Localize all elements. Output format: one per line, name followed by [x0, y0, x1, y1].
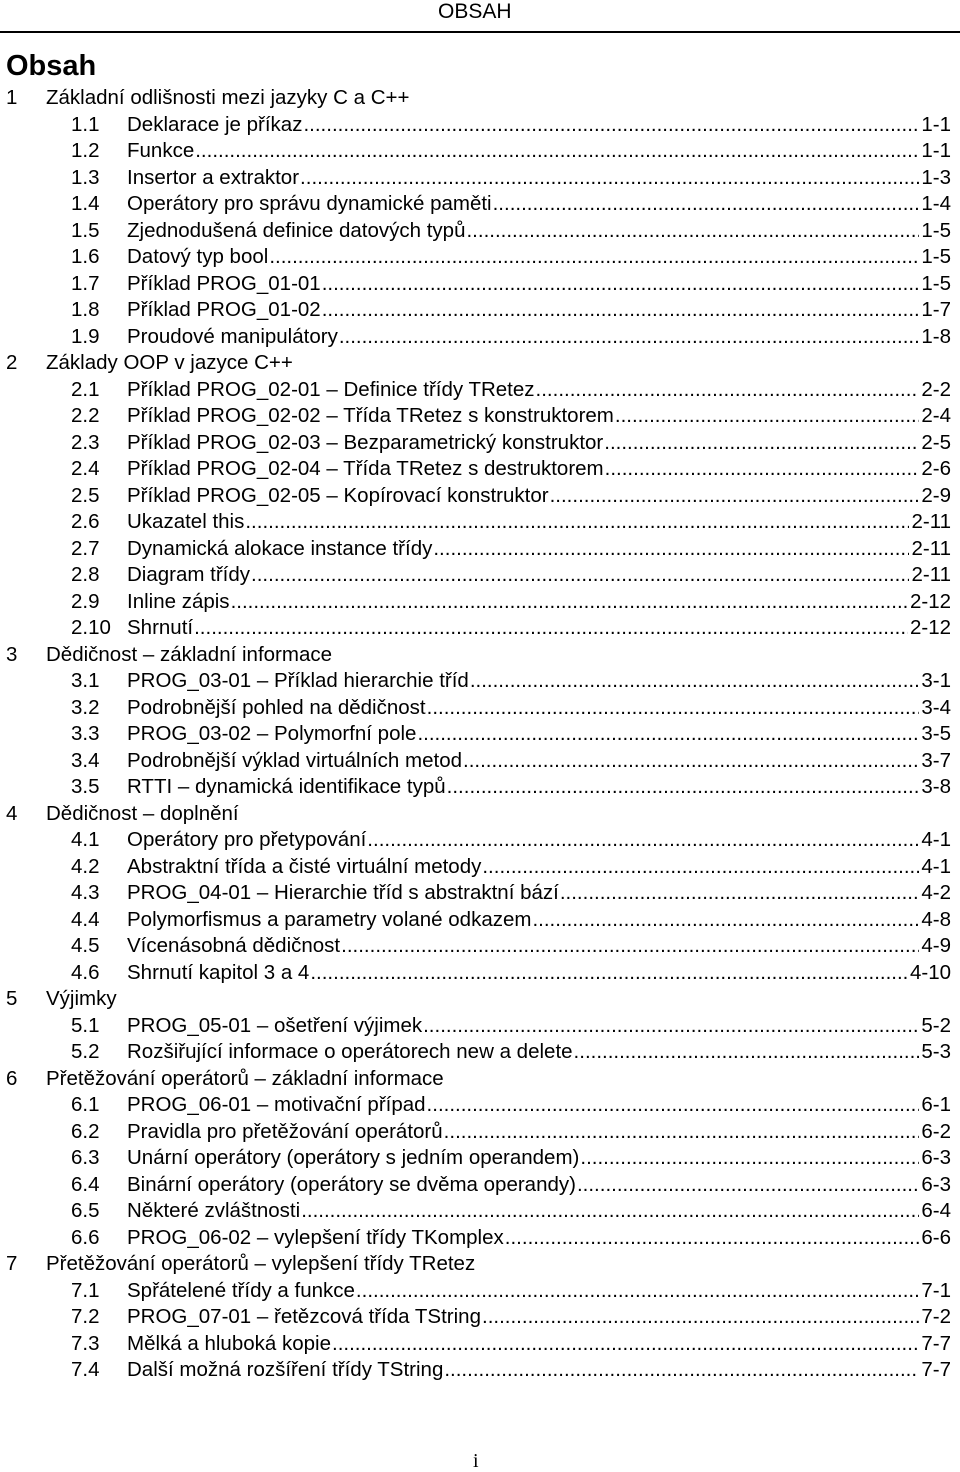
dot-leader [466, 218, 919, 245]
section-page-number: 7-7 [921, 1358, 951, 1381]
section-line [127, 1145, 951, 1172]
section-page-number: 4-10 [909, 960, 951, 984]
toc-section-entry[interactable] [0, 483, 960, 510]
section-line [127, 1119, 951, 1146]
dot-leader [532, 907, 919, 934]
section-page-number: 1-3 [921, 165, 951, 189]
section-line [127, 1092, 951, 1119]
section-line [127, 430, 951, 457]
section-page-number: 6-4 [921, 1199, 951, 1222]
running-head: OBSAH [438, 0, 512, 23]
section-title: Příklad PROG_02-03 – Bezparametrický konstruktor [127, 430, 604, 454]
section-number: 1.2 [71, 139, 100, 162]
dot-leader [482, 1304, 919, 1331]
section-page-number: 1-5 [921, 218, 951, 242]
toc-section-entry[interactable] [0, 297, 960, 324]
section-line [127, 1013, 951, 1040]
section-title: RTTI – dynamická identifikace typů [127, 775, 446, 798]
section-page-number: 2-6 [921, 457, 951, 480]
section-page-number: 2-11 [911, 536, 951, 560]
section-page-number: 3-7 [921, 748, 951, 772]
toc-section-entry[interactable] [0, 1172, 960, 1199]
toc-section-entry[interactable] [0, 1331, 960, 1358]
toc-chapter-entry[interactable] [0, 801, 960, 828]
toc-section-entry[interactable] [0, 695, 960, 722]
dot-leader [427, 1092, 920, 1119]
toc-section-entry[interactable] [0, 774, 960, 801]
dot-leader [463, 748, 919, 775]
dot-leader [605, 456, 920, 483]
chapter-number: 2 [6, 351, 18, 374]
section-page-number: 2-11 [911, 510, 951, 533]
section-number: 6.1 [71, 1093, 100, 1116]
chapter-title: Základy OOP v jazyce C++ [46, 351, 293, 374]
section-page-number: 1-5 [921, 271, 951, 295]
section-title: PROG_06-01 – motivační případ [127, 1093, 426, 1116]
section-title: Příklad PROG_01-02 [127, 298, 321, 321]
dot-leader [195, 138, 919, 165]
section-page-number: 6-2 [921, 1119, 951, 1143]
section-number: 4.2 [71, 854, 100, 878]
dot-leader [427, 695, 920, 722]
chapter-title: Dědičnost – doplnění [46, 801, 239, 825]
dot-leader [301, 1198, 919, 1225]
section-number: 4.5 [71, 934, 100, 957]
toc-section-entry[interactable] [0, 933, 960, 960]
toc-section-entry[interactable] [0, 880, 960, 907]
section-line [127, 1225, 951, 1252]
section-page-number: 2-12 [909, 589, 951, 613]
section-page-number: 2-4 [921, 404, 951, 427]
section-line [127, 880, 951, 907]
toc-section-entry[interactable] [0, 668, 960, 695]
toc-section-entry[interactable] [0, 456, 960, 483]
section-number: 7.3 [71, 1331, 100, 1355]
section-line [127, 138, 951, 165]
toc-section-entry[interactable] [0, 165, 960, 192]
section-line [127, 297, 951, 324]
toc-section-entry[interactable] [0, 1039, 960, 1066]
toc-section-entry[interactable] [0, 271, 960, 298]
section-line [127, 562, 951, 589]
section-line [127, 218, 951, 245]
section-title: Operátory pro správu dynamické paměti [127, 192, 492, 215]
dot-leader [423, 1013, 919, 1040]
section-number: 6.2 [71, 1119, 100, 1143]
section-number: 2.6 [71, 510, 100, 533]
section-number: 3.5 [71, 775, 100, 798]
section-line [127, 774, 951, 801]
section-number: 1.6 [71, 245, 100, 268]
dot-leader [505, 1225, 920, 1252]
section-page-number: 2-9 [921, 483, 951, 507]
section-page-number: 2-5 [921, 430, 951, 454]
dot-leader [303, 112, 919, 139]
section-page-number: 3-4 [921, 695, 951, 719]
toc-section-entry[interactable] [0, 218, 960, 245]
dot-leader [322, 271, 920, 298]
section-line [127, 377, 951, 404]
section-title: Funkce [127, 139, 195, 162]
toc-section-entry[interactable] [0, 324, 960, 351]
chapter-number: 4 [6, 801, 18, 825]
toc-section-entry[interactable] [0, 854, 960, 881]
section-line [127, 960, 951, 987]
section-title: Podrobnější pohled na dědičnost [127, 695, 426, 719]
section-page-number: 4-2 [921, 881, 951, 904]
section-line [127, 509, 951, 536]
toc-section-entry[interactable] [0, 827, 960, 854]
section-title: Insertor a extraktor [127, 165, 300, 189]
dot-leader [341, 933, 919, 960]
section-number: 1.8 [71, 298, 100, 321]
section-title: Příklad PROG_02-05 – Kopírovací konstruktor [127, 483, 549, 507]
section-number: 6.6 [71, 1225, 100, 1249]
dot-leader [300, 165, 919, 192]
section-title: Deklarace je příkaz [127, 112, 303, 136]
chapter-title: Základní odlišnosti mezi jazyky C a C++ [46, 86, 410, 109]
chapter-title: Dědičnost – základní informace [46, 642, 333, 666]
toc-section-entry[interactable] [0, 721, 960, 748]
section-title: PROG_06-02 – vylepšení třídy TKomplex [127, 1225, 504, 1249]
section-page-number: 1-7 [921, 298, 951, 321]
section-page-number: 6-6 [921, 1225, 951, 1249]
section-title: Zjednodušená definice datových typů [127, 218, 466, 242]
section-page-number: 3-5 [921, 722, 951, 745]
header-rule [0, 31, 960, 33]
dot-leader [367, 827, 919, 854]
toc-section-entry[interactable] [0, 536, 960, 563]
toc-section-entry[interactable] [0, 907, 960, 934]
section-number: 4.1 [71, 828, 100, 851]
section-title: Spřátelené třídy a funkce [127, 1278, 355, 1302]
section-title: Dynamická alokace instance třídy [127, 536, 433, 560]
section-line [127, 1198, 951, 1225]
section-title: Unární operátory (operátory s jedním operandem) [127, 1146, 580, 1169]
dot-leader [615, 403, 919, 430]
dot-leader [550, 483, 920, 510]
chapter-title: Přetěžování operátorů – základní informace [46, 1066, 444, 1090]
dot-leader [332, 1331, 919, 1358]
section-number: 4.6 [71, 960, 100, 984]
dot-leader [322, 297, 920, 324]
toc-section-entry[interactable] [0, 1225, 960, 1252]
dot-leader [433, 536, 909, 563]
toc-section-entry[interactable] [0, 244, 960, 271]
section-number: 6.4 [71, 1172, 100, 1196]
section-line [127, 483, 951, 510]
page-number: i [473, 1450, 479, 1472]
toc-chapter-entry[interactable] [0, 1066, 960, 1093]
section-title: Mělká a hluboká kopie [127, 1331, 331, 1355]
dot-leader [536, 377, 920, 404]
section-page-number: 5-2 [921, 1013, 951, 1037]
section-title: PROG_03-01 – Příklad hierarchie tříd [127, 669, 469, 692]
section-title: Příklad PROG_02-01 – Definice třídy TRetez [127, 377, 535, 401]
section-title: Proudové manipulátory [127, 324, 338, 348]
dot-leader [356, 1278, 919, 1305]
toc-section-entry[interactable] [0, 1198, 960, 1225]
section-title: PROG_05-01 – ošetření výjimek [127, 1013, 423, 1037]
section-page-number: 4-1 [921, 828, 951, 851]
section-line [127, 165, 951, 192]
section-number: 6.5 [71, 1199, 100, 1222]
section-number: 4.4 [71, 907, 100, 931]
toc-section-entry[interactable] [0, 403, 960, 430]
dot-leader [231, 589, 908, 616]
section-line [127, 668, 951, 695]
section-number: 1.9 [71, 324, 100, 348]
section-line [127, 827, 951, 854]
section-line [127, 403, 951, 430]
chapter-title: Přetěžování operátorů – vylepšení třídy TRetez [46, 1252, 476, 1275]
section-title: Diagram třídy [127, 563, 251, 586]
toc-section-entry[interactable] [0, 1013, 960, 1040]
section-number: 3.2 [71, 695, 100, 719]
section-title: PROG_07-01 – řetězcová třída TString [127, 1305, 481, 1328]
dot-leader [447, 774, 920, 801]
section-number: 2.3 [71, 430, 100, 454]
section-title: PROG_04-01 – Hierarchie tříd s abstraktní bází [127, 881, 559, 904]
section-number: 1.3 [71, 165, 100, 189]
section-number: 5.1 [71, 1013, 100, 1037]
dot-leader [577, 1172, 919, 1199]
dot-leader [444, 1357, 919, 1384]
dot-leader [339, 324, 920, 351]
section-line [127, 854, 951, 881]
dot-leader [604, 430, 919, 457]
dot-leader [482, 854, 919, 881]
section-line [127, 1278, 951, 1305]
section-page-number: 2-2 [921, 377, 951, 401]
section-title: PROG_03-02 – Polymorfní pole [127, 722, 417, 745]
dot-leader [580, 1145, 919, 1172]
toc-section-entry[interactable] [0, 589, 960, 616]
section-title: Další možná rozšíření třídy TString [127, 1358, 444, 1381]
section-number: 1.5 [71, 218, 100, 242]
section-page-number: 3-8 [921, 775, 951, 798]
section-number: 5.2 [71, 1040, 100, 1063]
dot-leader [251, 562, 909, 589]
section-line [127, 1357, 951, 1384]
section-title: Binární operátory (operátory se dvěma operandy) [127, 1172, 576, 1196]
section-title: Některé zvláštnosti [127, 1199, 301, 1222]
section-line [127, 721, 951, 748]
toc-title: Obsah [6, 50, 97, 82]
section-line [127, 589, 951, 616]
dot-leader [245, 509, 909, 536]
section-number: 2.1 [71, 377, 100, 401]
section-page-number: 3-1 [921, 669, 951, 692]
section-number: 7.4 [71, 1358, 100, 1381]
section-line [127, 1331, 951, 1358]
section-page-number: 7-1 [921, 1278, 951, 1302]
chapter-title: Výjimky [46, 987, 117, 1010]
section-page-number: 4-8 [921, 907, 951, 931]
section-line [127, 271, 951, 298]
section-number: 2.7 [71, 536, 100, 560]
section-line [127, 191, 951, 218]
dot-leader [560, 880, 920, 907]
toc-section-entry[interactable] [0, 960, 960, 987]
section-number: 3.1 [71, 669, 100, 692]
section-page-number: 1-5 [921, 245, 951, 268]
toc-section-entry[interactable] [0, 1145, 960, 1172]
section-title: Polymorfismus a parametry volané odkazem [127, 907, 532, 931]
section-title: Pravidla pro přetěžování operátorů [127, 1119, 443, 1143]
toc-section-entry[interactable] [0, 112, 960, 139]
section-page-number: 7-7 [921, 1331, 951, 1355]
toc-chapter-entry[interactable] [0, 642, 960, 669]
section-number: 1.1 [71, 112, 100, 136]
section-title: Rozšiřující informace o operátorech new a delete [127, 1040, 573, 1063]
toc-section-entry[interactable] [0, 562, 960, 589]
section-number: 2.5 [71, 483, 100, 507]
section-line [127, 456, 951, 483]
section-number: 2.2 [71, 404, 100, 427]
section-page-number: 1-8 [921, 324, 951, 348]
dot-leader [269, 244, 919, 271]
section-line [127, 907, 951, 934]
chapter-number: 5 [6, 987, 18, 1010]
dot-leader [574, 1039, 920, 1066]
toc-section-entry[interactable] [0, 430, 960, 457]
dot-leader [194, 615, 908, 642]
section-number: 7.1 [71, 1278, 100, 1302]
toc-chapter-entry[interactable] [0, 1251, 960, 1278]
section-page-number: 6-1 [921, 1093, 951, 1116]
chapter-number: 6 [6, 1066, 18, 1090]
section-page-number: 4-9 [921, 934, 951, 957]
section-title: Příklad PROG_01-01 [127, 271, 321, 295]
section-number: 2.10 [71, 616, 111, 639]
section-line [127, 695, 951, 722]
toc-section-entry[interactable] [0, 138, 960, 165]
section-number: 6.3 [71, 1146, 100, 1169]
toc-section-entry[interactable] [0, 509, 960, 536]
chapter-number: 7 [6, 1252, 18, 1275]
section-title: Shrnutí [127, 616, 194, 639]
toc-section-entry[interactable] [0, 1092, 960, 1119]
section-line [127, 933, 951, 960]
section-title: Datový typ bool [127, 245, 269, 268]
dot-leader [417, 721, 919, 748]
section-number: 3.4 [71, 748, 100, 772]
table-of-contents [0, 85, 960, 1384]
section-line [127, 536, 951, 563]
toc-section-entry[interactable] [0, 1357, 960, 1384]
section-title: Příklad PROG_02-02 – Třída TRetez s konstruktorem [127, 404, 614, 427]
section-page-number: 2-11 [911, 563, 951, 586]
toc-section-entry[interactable] [0, 377, 960, 404]
section-line [127, 748, 951, 775]
section-number: 1.7 [71, 271, 100, 295]
toc-chapter-entry[interactable] [0, 85, 960, 112]
section-page-number: 1-1 [921, 112, 951, 136]
section-title: Příklad PROG_02-04 – Třída TRetez s destruktorem [127, 457, 604, 480]
section-number: 2.8 [71, 563, 100, 586]
section-page-number: 6-3 [921, 1146, 951, 1169]
section-page-number: 5-3 [921, 1040, 951, 1063]
toc-section-entry[interactable] [0, 1304, 960, 1331]
section-page-number: 1-4 [921, 192, 951, 215]
section-page-number: 6-3 [921, 1172, 951, 1196]
section-number: 2.9 [71, 589, 100, 613]
section-number: 1.4 [71, 192, 100, 215]
section-line [127, 1172, 951, 1199]
dot-leader [310, 960, 908, 987]
dot-leader [493, 191, 920, 218]
toc-section-entry[interactable] [0, 748, 960, 775]
section-line [127, 1039, 951, 1066]
section-number: 3.3 [71, 722, 100, 745]
toc-chapter-entry[interactable] [0, 986, 960, 1013]
toc-chapter-entry[interactable] [0, 350, 960, 377]
toc-section-entry[interactable] [0, 1278, 960, 1305]
section-title: Podrobnější výklad virtuálních metod [127, 748, 463, 772]
section-line [127, 244, 951, 271]
section-line [127, 615, 951, 642]
section-page-number: 1-1 [921, 139, 951, 162]
section-title: Ukazatel this [127, 510, 245, 533]
section-number: 7.2 [71, 1305, 100, 1328]
section-line [127, 1304, 951, 1331]
section-title: Operátory pro přetypování [127, 828, 367, 851]
toc-section-entry[interactable] [0, 615, 960, 642]
chapter-number: 3 [6, 642, 18, 666]
section-page-number: 7-2 [921, 1305, 951, 1328]
dot-leader [470, 668, 920, 695]
section-title: Vícenásobná dědičnost [127, 934, 341, 957]
dot-leader [444, 1119, 920, 1146]
toc-section-entry[interactable] [0, 1119, 960, 1146]
section-number: 4.3 [71, 881, 100, 904]
section-title: Shrnutí kapitol 3 a 4 [127, 960, 310, 984]
chapter-number: 1 [6, 86, 18, 109]
section-title: Inline zápis [127, 589, 230, 613]
section-line [127, 112, 951, 139]
toc-section-entry[interactable] [0, 191, 960, 218]
section-page-number: 4-1 [921, 854, 951, 878]
section-line [127, 324, 951, 351]
section-number: 2.4 [71, 457, 100, 480]
section-page-number: 2-12 [909, 616, 951, 639]
section-title: Abstraktní třída a čisté virtuální metody [127, 854, 482, 878]
